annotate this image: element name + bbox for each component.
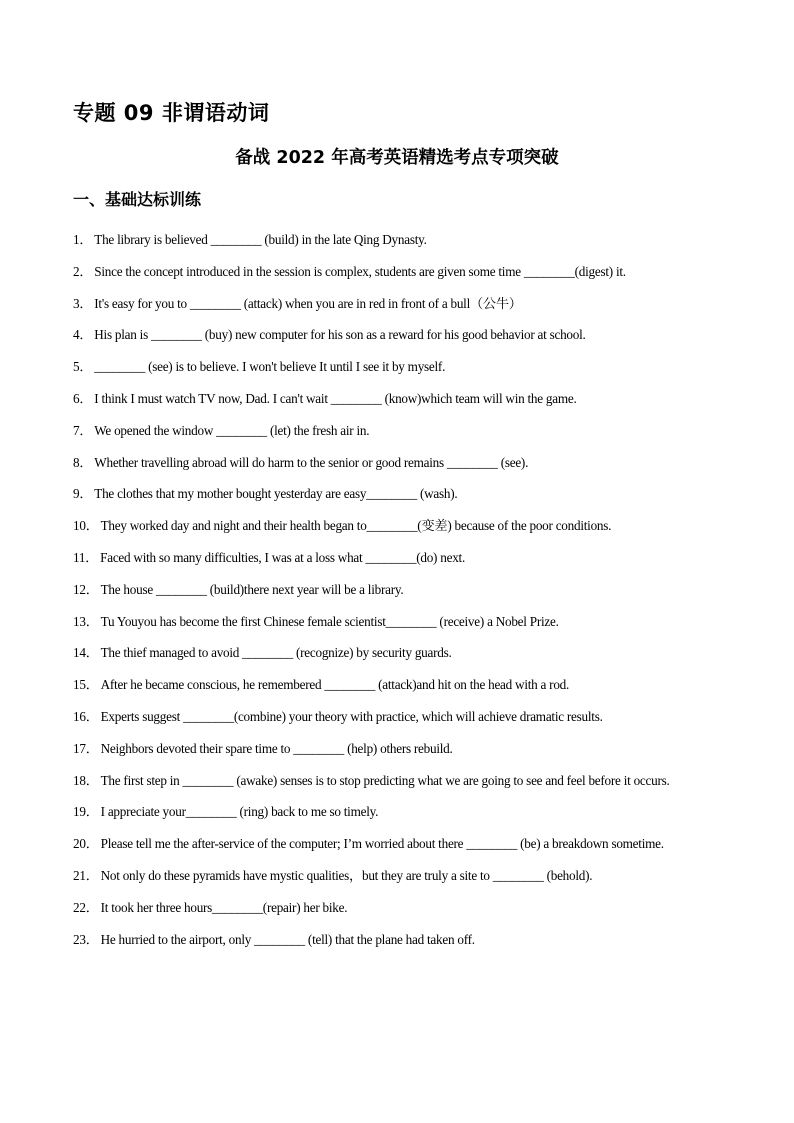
question-item: [73, 542, 723, 574]
question-item: [73, 828, 723, 860]
question-text: The clothes that my mother bought yesterday are easy________ (wash).: [94, 486, 458, 502]
question-text: I appreciate your________ (ring) back to me so timely.: [100, 804, 379, 820]
question-text: I think I must watch TV now, Dad. I can't wait ________ (know)which team will win the game.: [94, 390, 577, 406]
question-text: Tu Youyou has become the first Chinese female scientist________ (receive) a Nobel Prize.: [100, 613, 559, 629]
question-number: 2．: [73, 263, 93, 279]
question-number: 23．: [73, 931, 99, 947]
question-item: [73, 447, 723, 479]
question-item: [73, 478, 723, 510]
question-text: It took her three hours________(repair) her bike.: [100, 899, 348, 915]
question-text: Neighbors devoted their spare time to ________ (help) others rebuild.: [100, 740, 453, 756]
question-number: 3．: [73, 295, 93, 311]
question-text: ________ (see) is to believe. I won't believe It until I see it by myself.: [94, 359, 446, 375]
question-item: [73, 701, 723, 733]
question-text: The house ________ (build)there next year will be a library.: [100, 581, 404, 597]
question-item: [73, 256, 723, 288]
question-item: [73, 351, 723, 383]
question-number: 4．: [73, 327, 93, 343]
question-text: The library is believed ________ (build) in the late Qing Dynasty.: [94, 232, 427, 247]
question-item: [73, 765, 723, 797]
question-number: 5．: [73, 359, 93, 375]
question-item: [73, 510, 723, 542]
question-item: [73, 860, 723, 892]
question-item: [73, 606, 723, 638]
question-number: 21．: [73, 867, 99, 883]
question-text: Whether travelling abroad will do harm to the senior or good remains ________ (see).: [94, 454, 529, 470]
question-item: [73, 574, 723, 606]
question-number: 6．: [73, 390, 93, 406]
question-number: 7．: [73, 422, 93, 438]
question-number: 1．: [73, 232, 93, 247]
question-text: They worked day and night and their health began to________(变差) because of the poor conditions.: [100, 518, 612, 534]
question-number: 22．: [73, 899, 99, 915]
question-text: Since the concept introduced in the session is complex, students are given some time ________(digest) it.: [94, 263, 626, 279]
question-number: 13．: [73, 613, 99, 629]
question-item: [73, 796, 723, 828]
page-title: 专题 09 非谓语动词: [73, 101, 270, 125]
question-text: He hurried to the airport, only ________ (tell) that the plane had taken off.: [100, 931, 475, 947]
question-item: [73, 637, 723, 669]
question-item: [73, 892, 723, 924]
question-number: 17．: [73, 740, 99, 756]
question-number: 16．: [73, 708, 99, 724]
question-number: 20．: [73, 836, 99, 852]
question-text: Not only do these pyramids have mystic qualities，but they are truly a site to ________ (behold).: [100, 867, 593, 883]
question-item: [73, 319, 723, 351]
question-item: [73, 415, 723, 447]
question-number: 11．: [73, 549, 99, 565]
question-number: 15．: [73, 677, 99, 693]
question-number: 18．: [73, 772, 99, 788]
question-number: 10．: [73, 518, 99, 534]
question-text: Please tell me the after-service of the computer; I’m worried about there ________ (be) a breakdown sometime.: [100, 836, 664, 852]
question-text: The thief managed to avoid ________ (recognize) by security guards.: [100, 645, 452, 661]
question-item: [73, 288, 723, 320]
question-text: After he became conscious, he remembered ________ (attack)and hit on the head with a rod.: [100, 677, 570, 693]
question-text: We opened the window ________ (let) the fresh air in.: [94, 422, 370, 438]
question-item: [73, 383, 723, 415]
question-text: It's easy for you to ________ (attack) when you are in red in front of a bull（公牛）: [94, 295, 522, 311]
question-text: His plan is ________ (buy) new computer for his son as a reward for his good behavior at school.: [94, 327, 586, 343]
question-item: [73, 924, 723, 956]
section-heading: 一、基础达标训练: [73, 190, 202, 209]
question-text: The first step in ________ (awake) senses is to stop predicting what we are going to see and feel before it occurs.: [100, 772, 670, 788]
question-item: [73, 669, 723, 701]
question-number: 12．: [73, 581, 99, 597]
question-number: 19．: [73, 804, 99, 820]
question-item: [73, 733, 723, 765]
question-number: 8．: [73, 454, 93, 470]
question-number: 14．: [73, 645, 99, 661]
question-item: [73, 224, 723, 256]
question-list: [73, 224, 723, 955]
question-number: 9．: [73, 486, 93, 502]
page-subtitle: 备战 2022 年高考英语精选考点专项突破: [235, 148, 559, 168]
question-text: Faced with so many difficulties, I was at a loss what ________(do) next.: [100, 549, 465, 565]
question-text: Experts suggest ________(combine) your theory with practice, which will achieve dramatic results.: [100, 708, 603, 724]
